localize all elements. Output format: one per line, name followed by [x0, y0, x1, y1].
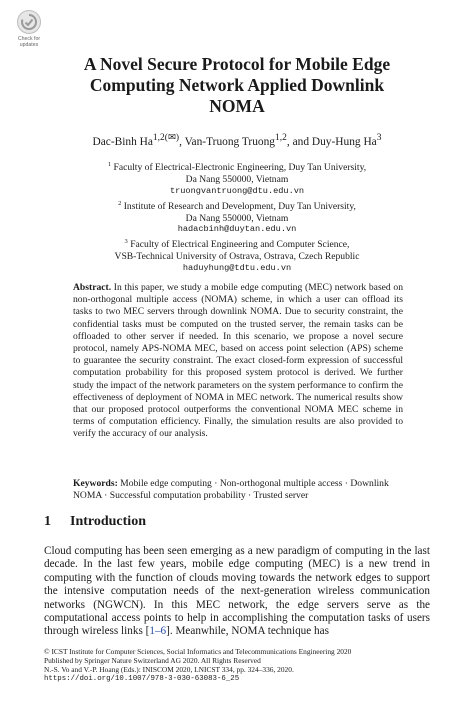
paper-title	[40, 54, 434, 117]
author-name: Van-Truong Truong	[184, 135, 276, 148]
keywords	[73, 478, 403, 502]
keywords-text: Mobile edge computing · Non-orthogonal multiple access · Downlink NOMA · Successful computation probability · Trusted server	[73, 478, 389, 502]
email-link[interactable]: truongvantruong@dtu.edu.vn	[169, 185, 305, 196]
badge-text: Check for updates	[17, 36, 41, 48]
affiliation-block: $^2$ Institute of Research and Development, Duy Tan University, Da Nang 550000, Vietnam hadacbinh@duytan.edu.vn	[40, 198, 434, 237]
check-for-updates-badge[interactable]	[12, 10, 46, 54]
title-line: Computing Network Applied Downlink	[89, 75, 385, 95]
section-number: 1	[44, 514, 51, 529]
email-link[interactable]: hadacbinh@duytan.edu.vn	[177, 224, 297, 235]
citation-link[interactable]: 1–6	[149, 625, 167, 638]
author-list: Dac-Binh $Ha^{1,2(✉)}$, Van-Truong Truong$^{1,2}$, and Duy-Hung Ha$^3$	[92, 133, 382, 148]
author-name: Duy-Hung Ha	[311, 135, 377, 148]
affiliation-block: $^1$ Faculty of Electrical-Electronic Engineering, Duy Tan University, Da Nang 550000, Vietnam truongvantruong@dtu.edu.vn	[40, 159, 434, 198]
intro-paragraph: Cloud computing has been seen emerging as a new paradigm of computing in the last decade. In the last few years, mobile edge computing (MEC) is a new trend in computing with the function of clouds moving towards the network edges to support the intensive computation needs of the next-generation wireless communication networks (NGWCN). In this MEC network, the edge servers serve as the computational access points to help in accomplishing the computation tasks of users through wireless links [1–6]. Meanwhile, NOMA technique has	[44, 545, 430, 638]
affiliations	[40, 159, 434, 275]
section-title: Introduction	[70, 514, 146, 529]
affiliation-block: $^3$ Faculty of Electrical Engineering and Computer Science, VSB-Technical University of Ostrava, Ostrava, Czech Republic haduyhung@tdtu.edu.vn	[40, 236, 434, 275]
author-affil-mark: 3	[376, 133, 382, 143]
section-heading	[44, 514, 146, 530]
copyright-footnote: © ICST Institute for Computer Sciences, Social Informatics and Telecommunications Engineering 2020 Published by Springer Nature Switzerland AG 2020. All Rights Reserved N.-S. Vo and V.-P. Hoang (Eds.): INISCOM 2020, LNICST 334, pp. 324–336, 2020. https://doi.org/10.1007/978-3-030-63083-6_25	[44, 648, 430, 684]
email-link[interactable]: haduyhung@tdtu.edu.vn	[182, 262, 292, 273]
author-affil-mark: 1,2	[275, 133, 287, 143]
abstract	[73, 282, 403, 441]
title-line: NOMA	[209, 96, 265, 116]
check-updates-icon	[17, 10, 41, 34]
title-line: A Novel Secure Protocol for Mobile Edge	[83, 54, 391, 74]
author-affil-mark: 1,2(✉)	[152, 133, 180, 143]
doi-link[interactable]: https://doi.org/10.1007/978-3-030-63083-6_25	[44, 674, 240, 683]
keywords-label: Keywords:	[73, 478, 118, 489]
abstract-text: In this paper, we study a mobile edge computing (MEC) network based on non-orthogonal multiple access (NOMA) scheme, in which a user can offload its tasks to two MEC servers through downlink NOMA. Due to security constraint, the confidential tasks must be computed on the trusted server, the remain tasks can be offloaded to other server if needed. In this scenario, we propose a novel secure protocol, namely APS-NOMA MEC, based on access point selection (APS) scheme to guarantee the security constraint. The exact closed-form expression of successful computation probability for this proposed system protocol is derived. We further study the impact of the network parameters on the system performance to confirm the effectiveness of deployment of NOMA in MEC network. The numerical results show that our proposed protocol outperforms the conventional NOMA MEC scheme in terms of computation efficiency. Finally, the simulation results are also provided to verify the accuracy of our analysis.	[73, 282, 403, 440]
author-name: Dac-Binh Ha	[92, 135, 153, 148]
abstract-label: Abstract.	[73, 282, 112, 293]
